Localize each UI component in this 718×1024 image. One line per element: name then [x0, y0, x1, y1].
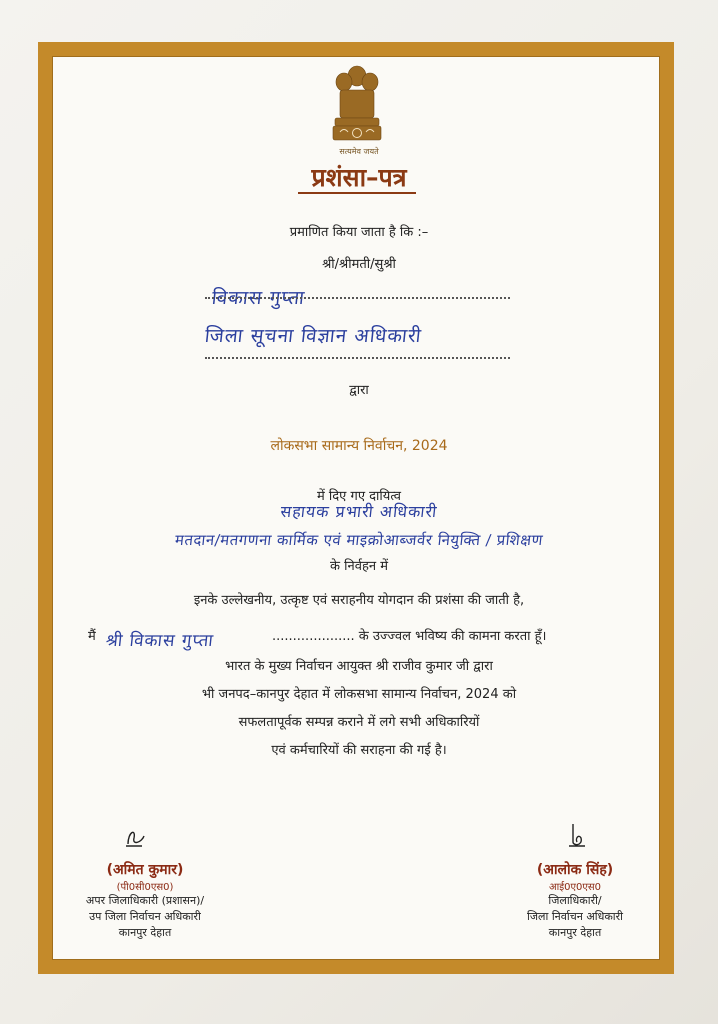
handwritten-duty: मतदान/मतगणना कार्मिक एवं माइक्रोआब्जर्वर नियुक्ति / प्रशिक्षण	[174, 531, 544, 549]
handwritten-designation: जिला सूचना विज्ञान अधिकारी	[203, 325, 423, 347]
handwritten-role: सहायक प्रभारी अधिकारी	[279, 502, 439, 521]
discharge-line: के निर्वहन में	[330, 559, 388, 574]
election-name: लोकसभा सामान्य निर्वाचन, 2024	[270, 438, 448, 454]
right-signatory-line2: जिला निर्वाचन अधिकारी	[527, 910, 623, 923]
honorific-line: श्री/श्रीमती/सुश्री	[322, 257, 396, 272]
left-signatory-name: (अमित कुमार)	[106, 862, 184, 878]
by-label: द्वारा	[349, 383, 369, 398]
designation-dotted-line	[205, 357, 510, 359]
right-signatory-service: आई0ए0एस0	[548, 882, 602, 893]
signatory-left	[65, 860, 225, 941]
wish-prefix: मैं	[88, 629, 96, 644]
closing-line-3: सफलतापूर्वक सम्पन्न कराने में लगे सभी अधिकारियों	[238, 715, 480, 730]
right-signatory-line1: जिलाधिकारी/	[548, 894, 602, 907]
left-signatory-line2: उप जिला निर्वाचन अधिकारी	[89, 910, 201, 923]
wish-suffix: .................... के उज्ज्वल भविष्य की कामना करता हूँ।	[272, 629, 547, 644]
left-signatory-line3: कानपुर देहात	[118, 926, 172, 939]
certificate-title: प्रशंसा–पत्र	[311, 163, 407, 192]
left-signature-icon	[120, 822, 150, 852]
signatory-right	[505, 860, 645, 941]
handwritten-wish-name: श्री विकास गुप्ता	[104, 631, 215, 651]
name-dotted-line	[205, 297, 510, 299]
closing-line-1: भारत के मुख्य निर्वाचन आयुक्त श्री राजीव कुमार जी द्वारा	[225, 659, 493, 674]
right-signatory-line3: कानपुर देहात	[548, 926, 602, 939]
left-signatory-service: (पी0सी0एस0)	[116, 882, 174, 893]
duty-line: में दिए गए दायित्व	[317, 489, 401, 504]
right-signature-icon	[563, 820, 591, 850]
appreciation-line: इनके उल्लेखनीय, उत्कृष्ट एवं सराहनीय योगदान की प्रशंसा की जाती है,	[193, 593, 525, 608]
handwritten-name: विकास गुप्ता	[210, 287, 307, 309]
right-signatory-name: (आलोक सिंह)	[536, 862, 614, 878]
closing-line-2: भी जनपद–कानपुर देहात में लोकसभा सामान्य निर्वाचन, 2024 को	[201, 687, 517, 702]
national-emblem-icon	[326, 62, 388, 146]
left-signatory-line1: अपर जिलाधिकारी (प्रशासन)/	[85, 894, 205, 907]
certify-line: प्रमाणित किया जाता है कि :–	[289, 225, 429, 240]
closing-line-4: एवं कर्मचारियों की सराहना की गई है।	[271, 743, 447, 758]
title-underline	[298, 192, 416, 194]
emblem-motto: सत्यमेव जयते	[339, 147, 379, 156]
